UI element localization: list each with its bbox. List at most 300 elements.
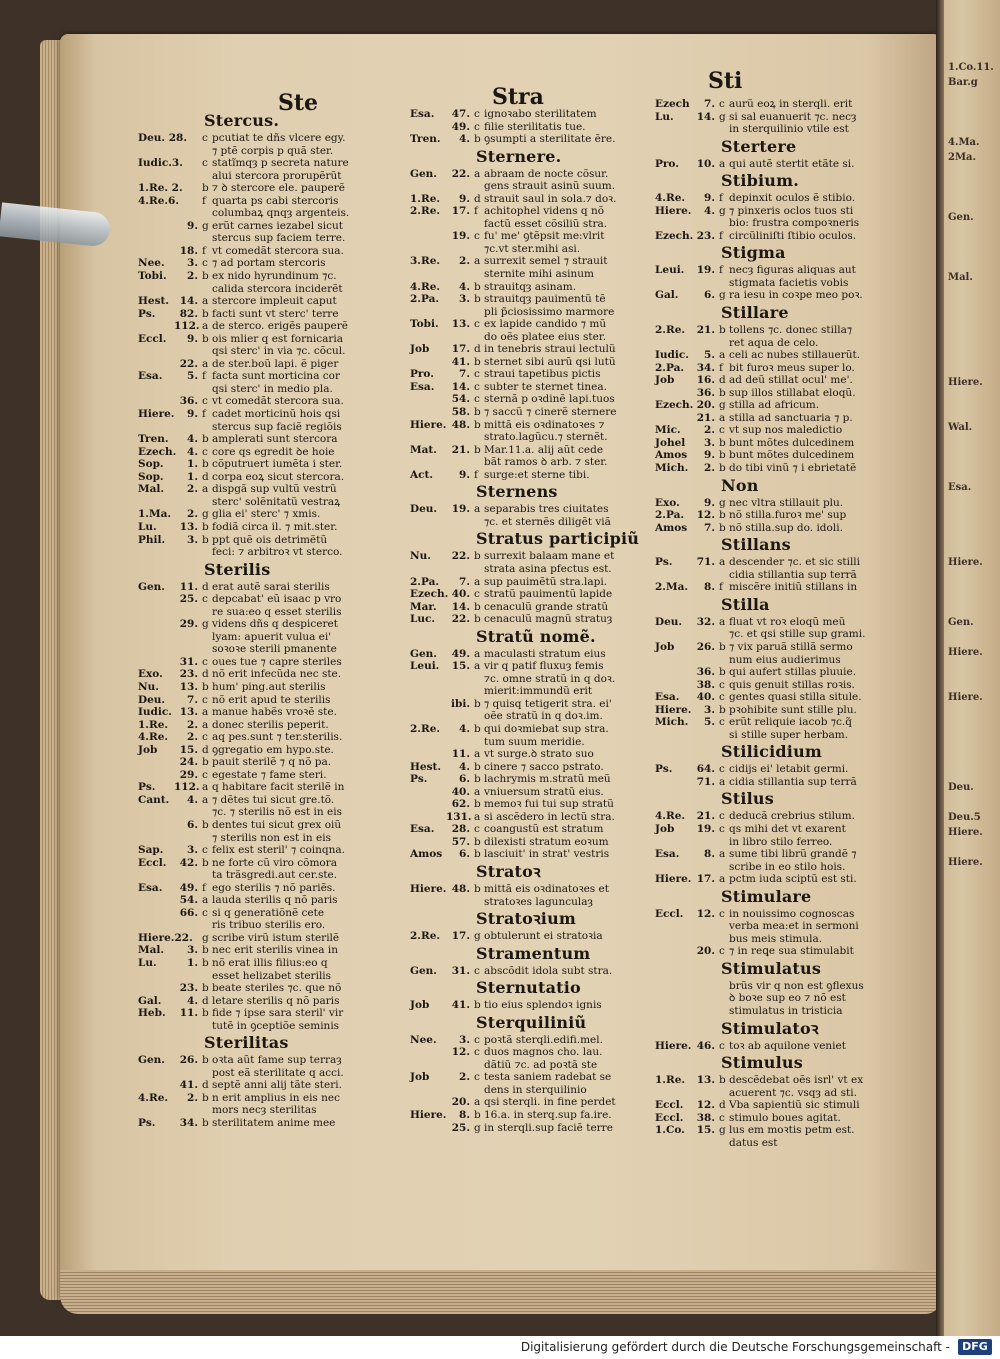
- section-letter: b: [202, 1054, 209, 1067]
- section-letter: [719, 569, 729, 582]
- reference-line: [655, 522, 925, 535]
- reference-line: [138, 546, 406, 559]
- quote-text: si sal euanuerit ⁊c. necȝ: [729, 110, 857, 123]
- chapter-ref: 40.: [451, 785, 470, 798]
- reference-line: [138, 170, 406, 183]
- section-letter: b: [474, 798, 481, 811]
- chapter-ref: 14.: [451, 380, 470, 393]
- chapter-ref: 23.: [179, 668, 198, 681]
- reference-line: [410, 444, 680, 457]
- reference-line: [138, 1007, 406, 1020]
- reference-line: [138, 521, 406, 534]
- entry-heading: Stilicidium: [721, 742, 823, 762]
- reference-line: [655, 704, 925, 717]
- reference-line: [138, 1020, 406, 1033]
- section-letter: [719, 861, 729, 874]
- book-ref: [138, 345, 174, 358]
- quote-text: bus meis stimula.: [729, 932, 823, 945]
- reference-line: [138, 694, 406, 707]
- quote-text: in sterqli.sup faciẽ terre: [484, 1121, 613, 1134]
- reference-line: [655, 324, 925, 337]
- quote-text: surrexit semel ⁊ strauit: [484, 255, 608, 268]
- chapter-ref: 38.: [696, 1111, 715, 1124]
- section-letter: b: [202, 270, 209, 283]
- chapter-ref: 34.: [179, 1117, 198, 1130]
- section-letter: [202, 496, 212, 509]
- section-letter: b: [474, 1109, 481, 1121]
- chapter-ref: 14.: [451, 600, 470, 613]
- chapter-ref: 4.: [187, 793, 198, 806]
- reference-line: [655, 264, 925, 277]
- entry-heading: Sternutatio: [476, 978, 581, 998]
- chapter-ref: 7.: [704, 98, 715, 110]
- book-ref: Mic.: [655, 424, 681, 437]
- section-letter: g: [719, 399, 726, 412]
- section-letter: [474, 896, 484, 909]
- reference-line: [410, 356, 680, 369]
- reference-line: [655, 1087, 925, 1100]
- book-ref: Hiere.: [138, 408, 175, 421]
- text-column-2: [410, 108, 680, 1134]
- section-letter: a: [474, 255, 481, 268]
- quote-text: poꝛtã sterqli.edifi.mel.: [484, 1033, 603, 1046]
- reference-line: [138, 794, 406, 807]
- quote-text: ret aqua de celo.: [729, 336, 819, 349]
- section-letter: [202, 421, 212, 434]
- section-letter: d: [719, 374, 726, 387]
- chapter-ref: 82.: [179, 307, 198, 320]
- chapter-ref: 31.: [451, 964, 470, 977]
- entry-heading: Sternere.: [476, 146, 562, 166]
- reference-line: [138, 320, 406, 333]
- book-ref: [410, 431, 446, 444]
- quote-text: erũt carnes iezabel sicut: [212, 219, 344, 232]
- reference-line: [410, 1071, 680, 1084]
- reference-line: [138, 668, 406, 681]
- quote-text: si stille super herbam.: [729, 728, 849, 741]
- section-letter: [202, 606, 212, 619]
- book-ref: [410, 710, 446, 723]
- chapter-ref: 112.: [174, 320, 200, 333]
- reference-line: [410, 368, 680, 381]
- reference-line: [655, 158, 925, 171]
- quote-text: celi ac nubes stillauerũt.: [729, 349, 861, 362]
- reference-line: [138, 1092, 406, 1105]
- book-ref: Gen.: [138, 1054, 165, 1067]
- section-letter: [719, 836, 729, 849]
- entry-heading: Stilla: [721, 594, 770, 614]
- entry-heading: Stratoꝛ: [476, 861, 541, 881]
- quote-text: sup illos stillabat eloqũ.: [729, 386, 856, 399]
- chapter-ref: 28.: [451, 823, 470, 836]
- book-ref: Ps.: [410, 773, 428, 786]
- reference-line: [138, 145, 406, 158]
- book-ref: [410, 356, 446, 369]
- quote-text: bunt mõtes dulcedinem: [729, 436, 855, 449]
- entry-heading: Stratus participiũ: [476, 529, 640, 549]
- section-letter: b: [474, 443, 481, 456]
- section-letter: a: [474, 810, 481, 823]
- running-head-left: Ste: [278, 90, 319, 116]
- chapter-ref: 21.: [451, 443, 470, 456]
- reference-line: [655, 691, 925, 704]
- section-letter: c: [474, 1033, 480, 1046]
- book-ref: Pro.: [655, 157, 679, 170]
- book-ref: Job: [655, 822, 675, 835]
- section-letter: a: [719, 157, 726, 170]
- chapter-ref: 22.: [451, 550, 470, 563]
- chapter-ref: 7.: [187, 693, 198, 706]
- section-letter: [719, 992, 729, 1005]
- reference-line: [138, 819, 406, 832]
- section-letter: b: [202, 182, 209, 195]
- book-ref: Mich.: [655, 716, 689, 729]
- quote-text: mittã eis oꝛdinatoꝛes ⁊: [484, 418, 605, 431]
- book-ref: Tren.: [410, 133, 441, 146]
- entry-heading: Stramentum: [476, 943, 591, 963]
- book-ref: [655, 776, 691, 789]
- quote-text: facta sunt morticina cor: [212, 370, 341, 383]
- quote-text: glia ei' sterc' ⁊ xmis.: [212, 508, 321, 521]
- book-ref: [410, 798, 446, 811]
- entry-heading: Stillare: [721, 303, 789, 323]
- funding-note: Digitalisierung gefördert durch die Deutsche Forschungsgemeinschaft -: [520, 1340, 950, 1354]
- chapter-ref: 3.: [704, 436, 715, 449]
- quote-text: memoꝛ fui tui sup stratũ: [484, 798, 614, 811]
- section-letter: g: [719, 204, 726, 217]
- section-letter: a: [719, 349, 726, 362]
- chapter-ref: [174, 170, 202, 183]
- section-letter: c: [719, 945, 725, 958]
- book-ref: Ps.: [655, 763, 673, 776]
- reference-line: [655, 1005, 925, 1018]
- running-head-center: Stra: [492, 84, 544, 110]
- section-letter: b: [202, 756, 209, 769]
- book-ref: Ps.: [655, 556, 673, 569]
- quote-text: dentes tui sicut grex oiũ: [212, 818, 342, 831]
- reference-line: [655, 1112, 925, 1125]
- book-ref: 1.Re. 2.: [138, 182, 183, 195]
- section-letter: c: [202, 906, 208, 919]
- book-ref: Eccl.: [655, 1099, 684, 1112]
- section-letter: [474, 1059, 484, 1072]
- reference-line: [655, 277, 925, 290]
- reference-line: [138, 857, 406, 870]
- quote-text: in nouissimo cognoscas: [729, 907, 855, 920]
- section-letter: f: [202, 408, 206, 421]
- chapter-ref: 49.: [451, 120, 470, 133]
- quote-text: beate steriles ⁊c. que nõ: [212, 982, 342, 995]
- chapter-ref: [446, 516, 474, 529]
- quote-text: strauit saul in sola.⁊ doꝛ.: [484, 192, 617, 205]
- quote-text: sternã p oꝛdinẽ lapi.tuos: [484, 393, 615, 406]
- quote-text: stercus sup faciẽ regiõis: [212, 420, 342, 433]
- reference-line: [655, 1137, 925, 1150]
- section-letter: b: [474, 280, 481, 293]
- reference-line: [410, 108, 680, 121]
- section-letter: c: [719, 716, 725, 729]
- section-letter: d: [202, 668, 209, 681]
- reference-line: [410, 660, 680, 673]
- book-ref: Cant.: [138, 793, 170, 806]
- section-letter: f: [474, 205, 478, 218]
- entry-heading: Sternens: [476, 482, 558, 502]
- chapter-ref: 7.: [459, 575, 470, 588]
- quote-text: lauda sterilis q nõ paris: [212, 894, 338, 907]
- section-letter: g: [202, 508, 209, 521]
- book-ref: [655, 123, 691, 136]
- section-letter: [202, 631, 212, 644]
- book-ref: 4.Re.: [138, 731, 169, 744]
- quote-text: ⁊ saccũ ⁊ cinerẽ sternere: [484, 406, 617, 419]
- book-ref: Tren.: [138, 433, 169, 446]
- reference-line: [655, 230, 925, 243]
- book-ref: Gen.: [138, 580, 165, 593]
- quote-text: stercore impleuit caput: [212, 295, 337, 308]
- section-letter: c: [202, 655, 208, 668]
- chapter-ref: [446, 180, 474, 193]
- chapter-ref: [174, 232, 202, 245]
- book-ref: Mal.: [138, 483, 165, 496]
- quote-text: sternet sibi aurũ qsi lutũ: [484, 355, 616, 368]
- book-ref: 4.Re.: [410, 280, 441, 293]
- quote-text: lachrymis m.stratũ meũ: [484, 773, 611, 786]
- book-ref: Hiere.: [655, 873, 692, 886]
- section-letter: c: [202, 257, 208, 270]
- quote-text: dens in sterquilinio: [484, 1083, 587, 1096]
- section-letter: g: [474, 1121, 481, 1134]
- quote-text: qui doꝛmiebat sup stra.: [484, 722, 609, 735]
- chapter-ref: 36.: [696, 666, 715, 679]
- quote-text: mors necȝ sterilitas: [212, 1104, 317, 1117]
- section-letter: b: [719, 324, 726, 337]
- quote-text: ⁊ sterilis non est in eis: [212, 831, 331, 844]
- reference-line: [410, 761, 680, 774]
- chapter-ref: [174, 932, 202, 945]
- book-ref: [410, 1096, 446, 1109]
- section-letter: [719, 217, 729, 230]
- reference-line: [138, 932, 406, 945]
- book-ref: [655, 945, 691, 958]
- section-letter: b: [474, 406, 481, 419]
- reference-line: [655, 654, 925, 667]
- chapter-ref: [446, 331, 474, 344]
- reference-line: [138, 358, 406, 371]
- reference-line: [138, 894, 406, 907]
- quote-text: qsi sterqli. in fine perdet: [484, 1096, 616, 1109]
- reference-line: [138, 446, 406, 459]
- section-letter: b: [474, 882, 481, 895]
- chapter-ref: 4.: [459, 133, 470, 146]
- reference-line: [655, 509, 925, 522]
- chapter-ref: 9.: [704, 496, 715, 509]
- book-ref: [410, 698, 446, 711]
- chapter-ref: [174, 643, 202, 656]
- reference-line: [410, 1122, 680, 1135]
- quote-text: calida stercora inciderẽt: [212, 282, 343, 295]
- quote-text: pꝛohibite sunt stille plu.: [729, 703, 857, 716]
- quote-text: sterilitatem anime mee: [212, 1117, 336, 1130]
- chapter-ref: 23.: [179, 982, 198, 995]
- chapter-ref: 3.: [704, 703, 715, 716]
- section-letter: b: [202, 1117, 209, 1130]
- book-ref: [410, 516, 446, 529]
- quote-text: verba mea:et in sermoni: [729, 920, 859, 933]
- section-letter: g: [202, 931, 209, 944]
- reference-line: [138, 308, 406, 321]
- book-ref: Eccl.: [655, 1111, 684, 1124]
- quote-text: cidijs ei' letabit germi.: [729, 763, 849, 776]
- chapter-ref: 2.: [187, 270, 198, 283]
- quote-text: tutẽ in ꝯceptiõe seminis: [212, 1019, 340, 1032]
- chapter-ref: 13.: [451, 318, 470, 331]
- chapter-ref: 8.: [704, 848, 715, 861]
- quote-text: cõputruert iumẽta i ster.: [212, 458, 343, 471]
- reference-line: [138, 681, 406, 694]
- reference-line: [655, 933, 925, 946]
- section-letter: [719, 628, 729, 641]
- chapter-ref: 48.: [451, 882, 470, 895]
- book-ref: [655, 654, 691, 667]
- reference-line: [410, 588, 680, 601]
- chapter-ref: 7.: [704, 521, 715, 534]
- quote-text: cidia stillantia sup terrã: [729, 568, 857, 581]
- book-ref: [655, 412, 691, 425]
- chapter-ref: 40.: [696, 691, 715, 704]
- quote-text: strauitqȝ pauimentũ tẽ: [484, 293, 606, 306]
- reference-line: [138, 832, 406, 845]
- reference-line: [138, 433, 406, 446]
- quote-text: ne forte cũ viro cõmora: [212, 856, 338, 869]
- book-ref: Amos: [655, 449, 688, 462]
- quote-text: bit furoꝛ meus super lo.: [729, 361, 855, 374]
- book-ref: [655, 920, 691, 933]
- chapter-ref: 17.: [696, 873, 715, 886]
- reference-line: [655, 1040, 925, 1053]
- chapter-ref: 9.: [459, 468, 470, 481]
- book-ref: Hiere.: [410, 882, 447, 895]
- reference-line: [138, 970, 406, 983]
- quote-text: erũt reliquie iacob ⁊c.q̃: [729, 716, 852, 729]
- reference-line: [655, 123, 925, 136]
- book-ref: [410, 1122, 446, 1135]
- section-letter: a: [202, 894, 209, 907]
- section-letter: [202, 806, 212, 819]
- quote-text: ꝯgregatio em hypo.ste.: [212, 743, 334, 756]
- quote-text: bio: frustra compoꝛneris: [729, 217, 860, 230]
- section-letter: [719, 1137, 729, 1150]
- book-ref: Mat.: [410, 443, 437, 456]
- reference-line: [410, 930, 680, 943]
- section-letter: b: [719, 521, 726, 534]
- book-ref: [138, 769, 174, 782]
- book-ref: [138, 1079, 174, 1092]
- book-ref: [655, 1137, 691, 1150]
- chapter-ref: 31.: [179, 655, 198, 668]
- quote-text: sternite mihi asinum: [484, 268, 594, 281]
- quote-text: circũliniſti ſtibio oculos.: [729, 229, 857, 242]
- reference-line: [655, 217, 925, 230]
- reference-line: [410, 1046, 680, 1059]
- chapter-ref: 22.: [451, 167, 470, 180]
- book-ref: 2.Re.: [410, 205, 441, 218]
- chapter-ref: 21.: [696, 324, 715, 337]
- book-ref: Hest.: [410, 760, 442, 773]
- book-ref: Nee.: [410, 1033, 437, 1046]
- quote-text: quarta ps cabi stercoris: [212, 194, 339, 207]
- quote-text: fluat vt roꝛ eloqũ meũ: [729, 615, 846, 628]
- quote-text: ꝺ boꝛe sup eo ⁊ nõ est: [729, 992, 846, 1005]
- book-ref: [138, 806, 174, 819]
- book-ref: Esa.: [655, 848, 680, 861]
- entry-heading: Stigma: [721, 243, 786, 263]
- book-ref: 4.Re.: [655, 192, 686, 205]
- chapter-ref: [174, 970, 202, 983]
- quote-text: ⁊c. omne stratũ in q doꝛ.: [484, 672, 616, 685]
- quote-text: stilla ad africum.: [729, 399, 820, 412]
- chapter-ref: 21.: [696, 810, 715, 823]
- reference-line: [138, 195, 406, 208]
- quote-text: sume tibi librũ grandẽ ⁊: [729, 848, 857, 861]
- quote-text: stercus sup faciem terre.: [212, 232, 346, 245]
- chapter-ref: 2.: [459, 1071, 470, 1084]
- section-letter: [719, 980, 729, 993]
- quote-text: scribe virũ istum sterilẽ: [212, 931, 340, 944]
- book-ref: 2.Re.: [410, 722, 441, 735]
- section-letter: a: [474, 647, 481, 660]
- chapter-ref: [174, 606, 202, 619]
- section-letter: c: [719, 98, 725, 110]
- section-letter: a: [719, 848, 726, 861]
- quote-text: Mar.11.a. alij aũt cede: [484, 443, 604, 456]
- reference-line: [138, 982, 406, 995]
- section-letter: c: [474, 393, 480, 406]
- book-ref: [138, 496, 174, 509]
- quote-text: ex lapide candido ⁊ mũ: [484, 318, 607, 331]
- section-letter: [202, 643, 212, 656]
- chapter-ref: [174, 631, 202, 644]
- quote-text: oues tue ⁊ capre steriles: [212, 655, 342, 668]
- book-ref: Pro.: [410, 368, 434, 381]
- chapter-ref: [174, 207, 202, 220]
- quote-text: bãt ramos ꝺ arb. ⁊ ster.: [484, 456, 608, 469]
- section-letter: [474, 331, 484, 344]
- book-ref: [138, 894, 174, 907]
- reference-line: [410, 121, 680, 134]
- section-letter: g: [202, 219, 209, 232]
- quote-text: ra iesu in coꝛpe meo poꝛ.: [729, 289, 863, 302]
- quote-text: brũs vir q non est ꝯflexus: [729, 979, 864, 992]
- section-letter: [719, 654, 729, 667]
- quote-text: testa saniem radebat se: [484, 1071, 612, 1084]
- book-ref: [410, 748, 446, 761]
- section-letter: f: [719, 229, 723, 242]
- book-ref: [655, 569, 691, 582]
- section-letter: c: [474, 230, 480, 243]
- section-letter: a: [202, 483, 209, 496]
- chapter-ref: 11.: [179, 1007, 198, 1020]
- section-letter: a: [202, 718, 209, 731]
- book-ref: Esa.: [655, 691, 680, 704]
- book-ref: 1.Re.: [410, 192, 441, 205]
- quote-text: de ster.boũ lapi. ẽ piger: [212, 357, 339, 370]
- section-letter: [474, 218, 484, 231]
- chapter-ref: 9.: [187, 219, 198, 232]
- book-ref: [410, 896, 446, 909]
- reference-line: [138, 744, 406, 757]
- chapter-ref: 1.: [187, 470, 198, 483]
- quote-text: strauitqȝ asinam.: [484, 280, 577, 293]
